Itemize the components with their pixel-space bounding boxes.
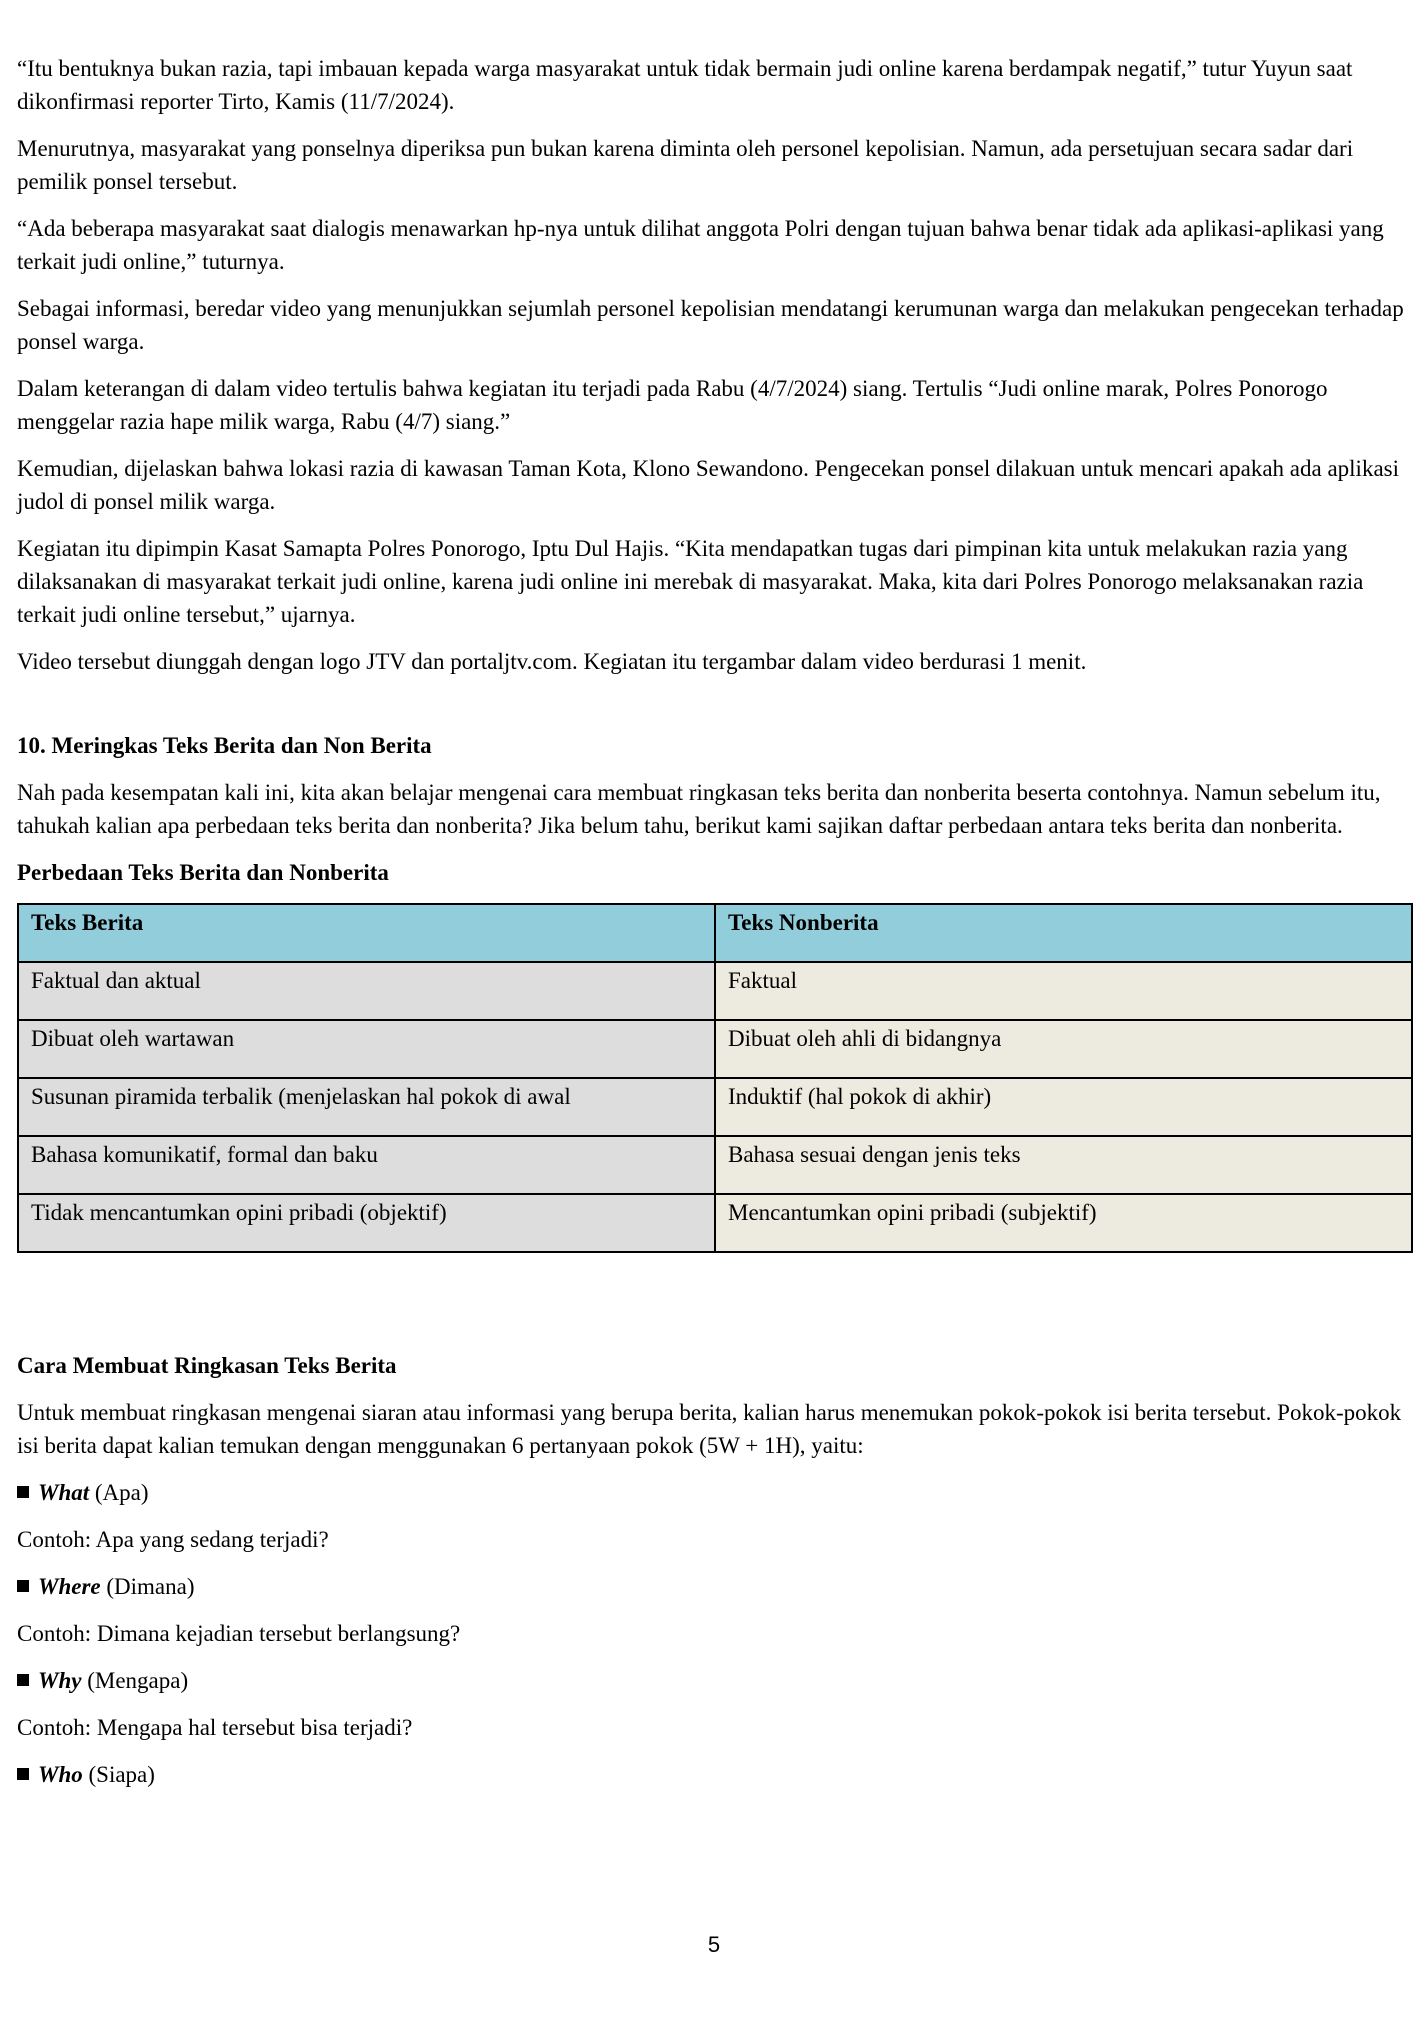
table-header-cell: Teks Nonberita (715, 904, 1412, 962)
bullet-term: Why (38, 1668, 82, 1693)
section-heading: Cara Membuat Ringkasan Teks Berita (17, 1353, 397, 1378)
table-row (18, 962, 1412, 1020)
table-header-row (18, 904, 1412, 962)
section-intro: Untuk membuat ringkasan mengenai siaran atau informasi yang berupa berita, kalian harus menemukan pokok-pokok isi berita tersebut. Pokok-pokok isi berita dapat kalian temukan dengan menggunakan 6 pertanyaan pokok (5W + 1H), yaitu: (17, 1400, 1402, 1458)
bullet-term: What (38, 1480, 90, 1505)
example-text: Contoh: Apa yang sedang terjadi? (17, 1527, 329, 1552)
document-page (17, 52, 1413, 1805)
paragraph: “Itu bentuknya bukan razia, tapi imbauan kepada warga masyarakat untuk tidak bermain judi online karena berdampak negatif,” tutur Yuyun saat dikonfirmasi reporter Tirto, Kamis (11/7/2024). (17, 56, 1353, 114)
section-spacer (17, 692, 1413, 729)
page-number: 5 (707, 1932, 721, 1957)
bullet-meaning: (Siapa) (88, 1762, 155, 1787)
list-item (17, 1476, 1413, 1509)
bullet-term: Who (38, 1762, 83, 1787)
section-heading: 10. Meringkas Teks Berita dan Non Berita (17, 733, 432, 758)
table-cell: Susunan piramida terbalik (menjelaskan hal pokok di awal (18, 1078, 715, 1136)
paragraph: Sebagai informasi, beredar video yang menunjukkan sejumlah personel kepolisian mendatangi kerumunan warga dan melakukan pengecekan terhadap ponsel warga. (17, 296, 1404, 354)
paragraph: Dalam keterangan di dalam video tertulis bahwa kegiatan itu terjadi pada Rabu (4/7/2024) siang. Tertulis “Judi online marak, Polres Ponorogo menggelar razia hape milik warga, Rabu (4/7) siang.” (17, 376, 1328, 434)
list-item (17, 1664, 1413, 1697)
table-cell: Induktif (hal pokok di akhir) (715, 1078, 1412, 1136)
table-row (18, 1020, 1412, 1078)
table-row (18, 1136, 1412, 1194)
square-bullet-icon (17, 1674, 29, 1686)
table-cell: Dibuat oleh wartawan (18, 1020, 715, 1078)
section-intro: Nah pada kesempatan kali ini, kita akan belajar mengenai cara membuat ringkasan teks berita dan nonberita beserta contohnya. Namun sebelum itu, tahukah kalian apa perbedaan teks berita dan nonberita? Jika belum tahu, berikut kami sajikan daftar perbedaan antara teks berita dan nonberita. (17, 780, 1381, 838)
table-cell: Mencantumkan opini pribadi (subjektif) (715, 1194, 1412, 1252)
square-bullet-icon (17, 1768, 29, 1780)
table-title: Perbedaan Teks Berita dan Nonberita (17, 860, 389, 885)
paragraph: Kemudian, dijelaskan bahwa lokasi razia di kawasan Taman Kota, Klono Sewandono. Pengecekan ponsel dilakuan untuk mencari apakah ada aplikasi judol di ponsel milik warga. (17, 456, 1399, 514)
list-item (17, 1758, 1413, 1791)
paragraph: Kegiatan itu dipimpin Kasat Samapta Polres Ponorogo, Iptu Dul Hajis. “Kita mendapatkan tugas dari pimpinan kita untuk melakukan razia yang dilaksanakan di masyarakat terkait judi online, karena judi online ini merebak di masyarakat. Maka, kita dari Polres Ponorogo melaksanakan razia terkait judi online tersebut,” ujarnya. (17, 536, 1364, 627)
table-cell: Faktual dan aktual (18, 962, 715, 1020)
table-cell: Faktual (715, 962, 1412, 1020)
square-bullet-icon (17, 1486, 29, 1498)
bullet-meaning: (Apa) (94, 1480, 149, 1505)
table-header-cell: Teks Berita (18, 904, 715, 962)
table-row (18, 1194, 1412, 1252)
example-text: Contoh: Mengapa hal tersebut bisa terjadi? (17, 1715, 413, 1740)
paragraph: “Ada beberapa masyarakat saat dialogis menawarkan hp-nya untuk dilihat anggota Polri dengan tujuan bahwa benar tidak ada aplikasi-aplikasi yang terkait judi online,” tuturnya. (17, 216, 1384, 274)
table-cell: Bahasa sesuai dengan jenis teks (715, 1136, 1412, 1194)
section-spacer (17, 1253, 1413, 1349)
table-cell: Dibuat oleh ahli di bidangnya (715, 1020, 1412, 1078)
square-bullet-icon (17, 1580, 29, 1592)
bullet-meaning: (Mengapa) (87, 1668, 189, 1693)
paragraph: Video tersebut diunggah dengan logo JTV dan portaljtv.com. Kegiatan itu tergambar dalam video berdurasi 1 menit. (17, 649, 1087, 674)
bullet-meaning: (Dimana) (106, 1574, 195, 1599)
table-cell: Tidak mencantumkan opini pribadi (objektif) (18, 1194, 715, 1252)
paragraph: Menurutnya, masyarakat yang ponselnya diperiksa pun bukan karena diminta oleh personel kepolisian. Namun, ada persetujuan secara sadar dari pemilik ponsel tersebut. (17, 136, 1354, 194)
table-cell: Bahasa komunikatif, formal dan baku (18, 1136, 715, 1194)
table-row (18, 1078, 1412, 1136)
list-item (17, 1570, 1413, 1603)
bullet-term: Where (38, 1574, 101, 1599)
comparison-table (17, 903, 1413, 1253)
example-text: Contoh: Dimana kejadian tersebut berlangsung? (17, 1621, 461, 1646)
